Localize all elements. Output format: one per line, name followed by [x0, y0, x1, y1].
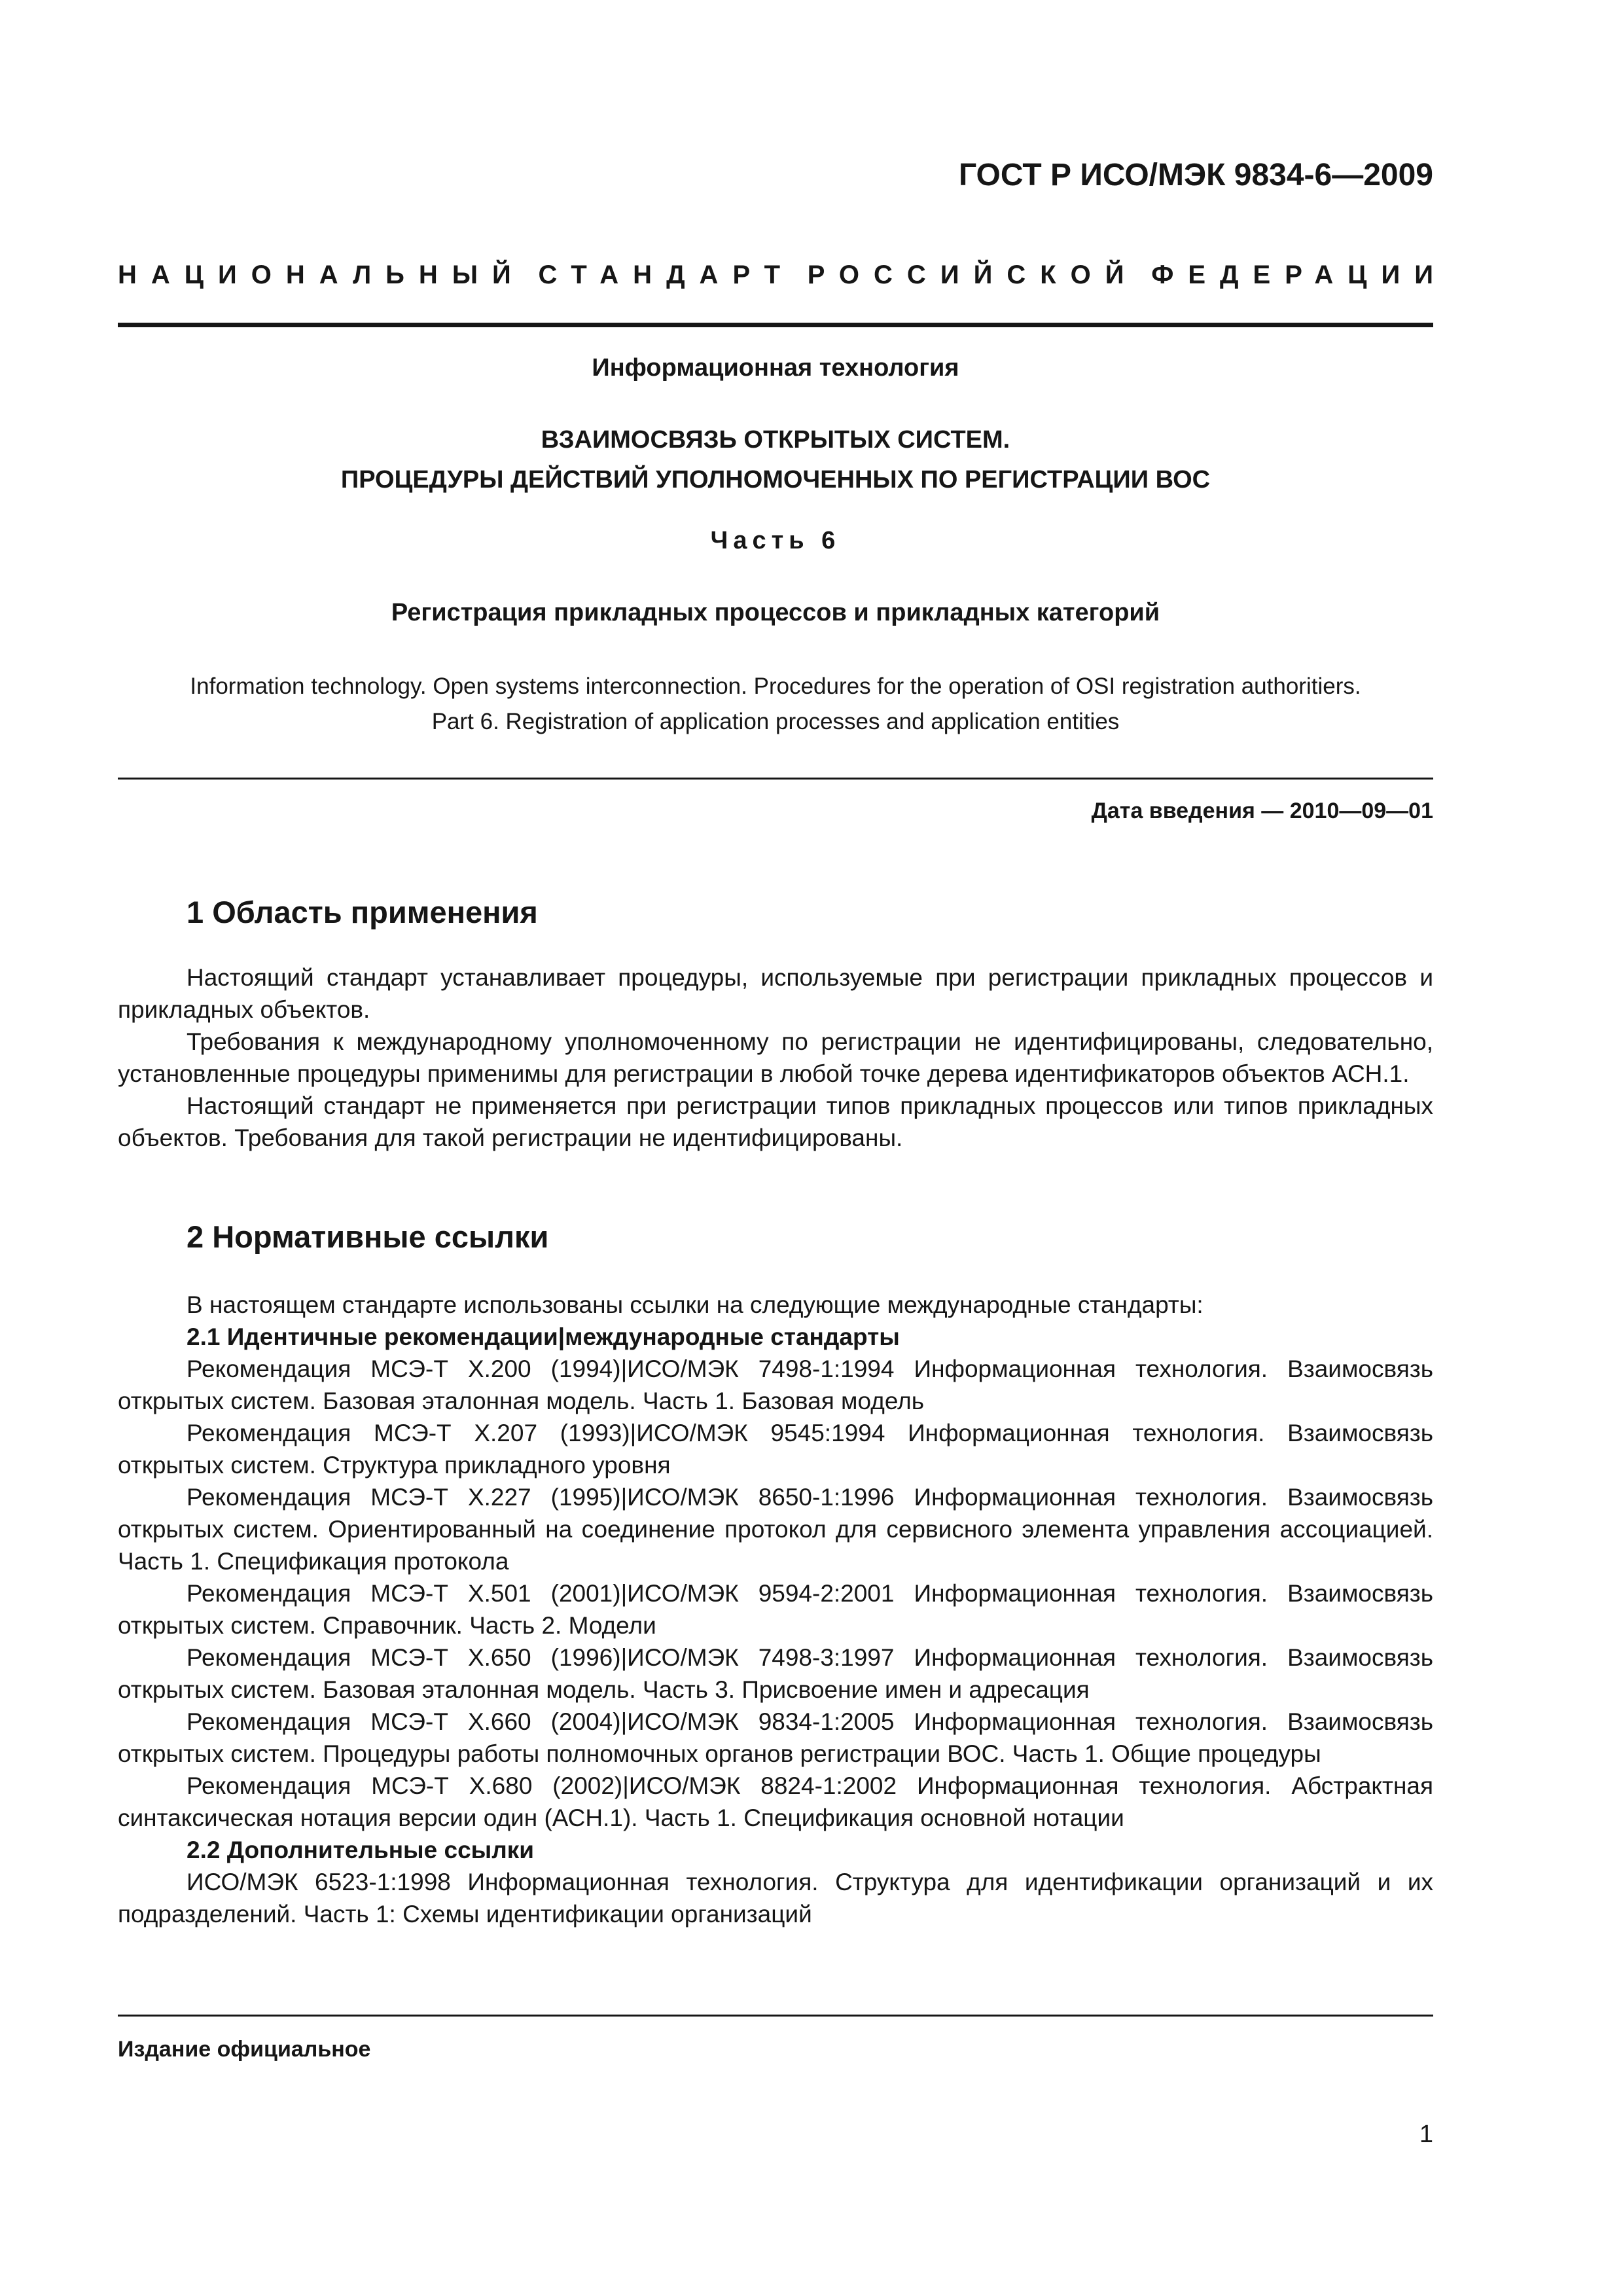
part-title: Регистрация прикладных процессов и прикладных категорий [391, 599, 1160, 626]
reference-item: Рекомендация МСЭ-Т Х.227 (1995)|ИСО/МЭК 8650-1:1996 Информационная технология. Взаимосвязь открытых систем. Ориентированный на соединение протокол для сервисного элемента управления ассоциацией. Часть 1. Спецификация протокола [118, 1484, 1433, 1575]
main-title [118, 420, 1433, 500]
english-title-line-2: Part 6. Registration of application processes and application entities [431, 709, 1120, 734]
paragraph: Настоящий стандарт устанавливает процедуры, используемые при регистрации прикладных процессов и прикладных объектов. [118, 964, 1433, 1023]
reference-item: Рекомендация МСЭ-Т Х.501 (2001)|ИСО/МЭК 9594-2:2001 Информационная технология. Взаимосвязь открытых систем. Справочник. Часть 2. Модели [118, 1580, 1433, 1639]
title-divider [118, 778, 1433, 780]
references-intro: В настоящем стандарте использованы ссылки на следующие международные стандарты: [187, 1291, 1204, 1318]
english-title [118, 669, 1433, 740]
reference-item: Рекомендация МСЭ-Т Х.200 (1994)|ИСО/МЭК 7498-1:1994 Информационная технология. Взаимосвязь открытых систем. Базовая эталонная модель. Часть 1. Базовая модель [118, 1355, 1433, 1414]
subsection-2-1-title: 2.1 Идентичные рекомендации|международные стандарты [187, 1323, 900, 1350]
subsection-2-2-title: 2.2 Дополнительные ссылки [187, 1837, 535, 1863]
english-title-line-1: Information technology. Open systems interconnection. Procedures for the operation of OSI registration authoritiers. [190, 673, 1361, 699]
paragraph: Настоящий стандарт не применяется при регистрации типов прикладных процессов или типов прикладных объектов. Требования для такой регистрации не идентифицированы. [118, 1092, 1433, 1151]
header-divider [118, 323, 1433, 327]
section-1-title: 1 Область применения [187, 895, 538, 929]
edition-label: Издание официальное [118, 2037, 371, 2062]
additional-reference: ИСО/МЭК 6523-1:1998 Информационная технология. Структура для идентификации организаций и их подразделений. Часть 1: Схемы идентификации организаций [118, 1869, 1433, 1928]
russian-word: РОССИЙСКОЙ [807, 260, 1139, 289]
introduction-date: Дата введения — 2010—09—01 [1091, 798, 1433, 823]
gost-number: ГОСТ Р ИСО/МЭК 9834-6—2009 [958, 158, 1433, 192]
standard-word: СТАНДАРТ [538, 260, 795, 289]
main-title-line-1: ВЗАИМОСВЯЗЬ ОТКРЫТЫХ СИСТЕМ. [541, 426, 1010, 454]
reference-item: Рекомендация МСЭ-Т Х.680 (2002)|ИСО/МЭК 8824-1:2002 Информационная технология. Абстрактная синтаксическая нотация версии один (АСН.1). Часть 1. Спецификация основной нотации [118, 1772, 1433, 1831]
part-label: Часть 6 [710, 527, 841, 554]
federation-word: ФЕДЕРАЦИИ [1151, 260, 1448, 289]
document-subtitle: Информационная технология [592, 354, 959, 382]
page-number: 1 [1419, 2121, 1433, 2148]
footer-divider [118, 2015, 1433, 2017]
section-2-title: 2 Нормативные ссылки [187, 1219, 549, 1254]
reference-item: Рекомендация МСЭ-Т Х.650 (1996)|ИСО/МЭК 7498-3:1997 Информационная технология. Взаимосвязь открытых систем. Базовая эталонная модель. Часть 3. Присвоение имен и адресация [118, 1644, 1433, 1703]
section-2-body [118, 1289, 1433, 1930]
national-standard-heading [118, 260, 1448, 290]
document-page [118, 0, 1448, 2296]
reference-item: Рекомендация МСЭ-Т Х.660 (2004)|ИСО/МЭК 9834-1:2005 Информационная технология. Взаимосвязь открытых систем. Процедуры работы полномочных органов регистрации ВОС. Часть 1. Общие процедуры [118, 1708, 1433, 1767]
national-word: НАЦИОНАЛЬНЫЙ [118, 260, 526, 289]
main-title-line-2: ПРОЦЕДУРЫ ДЕЙСТВИЙ УПОЛНОМОЧЕННЫХ ПО РЕГИСТРАЦИИ ВОС [340, 466, 1211, 493]
reference-item: Рекомендация МСЭ-Т Х.207 (1993)|ИСО/МЭК 9545:1994 Информационная технология. Взаимосвязь открытых систем. Структура прикладного уровня [118, 1420, 1433, 1479]
paragraph: Требования к международному уполномоченному по регистрации не идентифицированы, следовательно, установленные процедуры применимы для регистрации в любой точке дерева идентификаторов объектов АСН.1. [118, 1028, 1433, 1087]
section-1-body [118, 961, 1433, 1154]
